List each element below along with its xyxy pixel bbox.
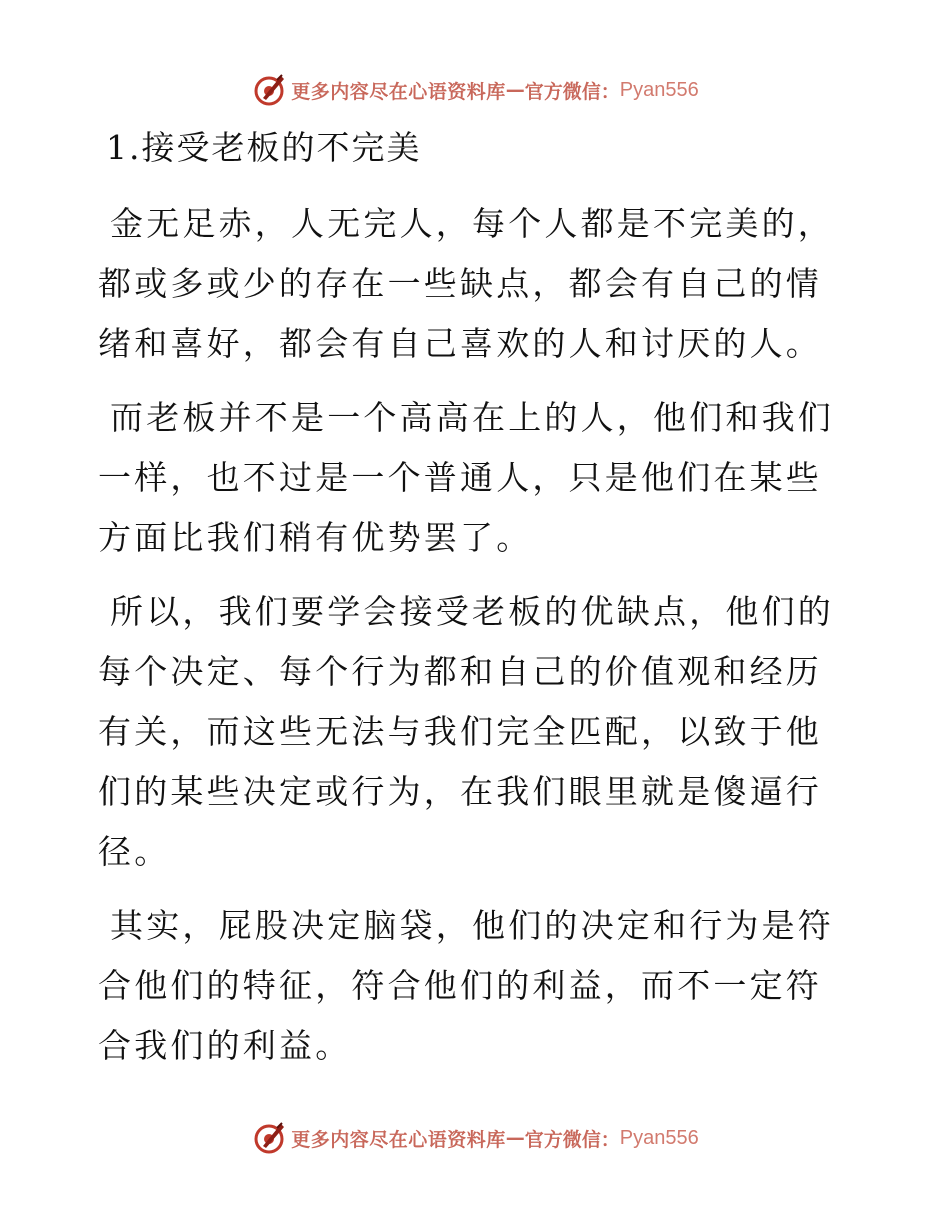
header-watermark xyxy=(0,70,950,110)
paragraph-2: 而老板并不是一个高高在上的人，他们和我们一样，也不过是一个普通人，只是他们在某些方面比我们稍有优势罢了。 xyxy=(98,398,834,557)
document-body xyxy=(98,124,858,1090)
paragraph-3: 所以，我们要学会接受老板的优缺点，他们的每个决定、每个行为都和自己的价值观和经历有关，而这些无法与我们完全匹配，以致于他们的某些决定或行为，在我们眼里就是傻逼行径。 xyxy=(98,592,834,871)
quill-pen-logo-icon xyxy=(251,1120,287,1156)
banner-official-label: 官方微信： xyxy=(524,1128,620,1151)
banner-official-label: 官方微信： xyxy=(524,80,620,103)
section-heading: 1.接受老板的不完美 xyxy=(106,128,422,167)
footer-watermark xyxy=(0,1118,950,1158)
banner-text: 更多内容尽在心语资料库 xyxy=(291,80,506,103)
banner-separator: — xyxy=(505,1127,525,1149)
banner-text: 更多内容尽在心语资料库 xyxy=(291,1128,506,1151)
quill-pen-logo-icon xyxy=(251,72,287,108)
banner-wechat-id: Pyan556 xyxy=(619,78,699,101)
banner-separator: — xyxy=(505,79,525,101)
banner-wechat-id: Pyan556 xyxy=(619,1126,699,1149)
paragraph-1: 金无足赤，人无完人，每个人都是不完美的，都或多或少的存在一些缺点，都会有自己的情绪和喜好，都会有自己喜欢的人和讨厌的人。 xyxy=(98,204,834,363)
paragraph-4: 其实，屁股决定脑袋，他们的决定和行为是符合他们的特征，符合他们的利益，而不一定符合我们的利益。 xyxy=(98,906,834,1065)
